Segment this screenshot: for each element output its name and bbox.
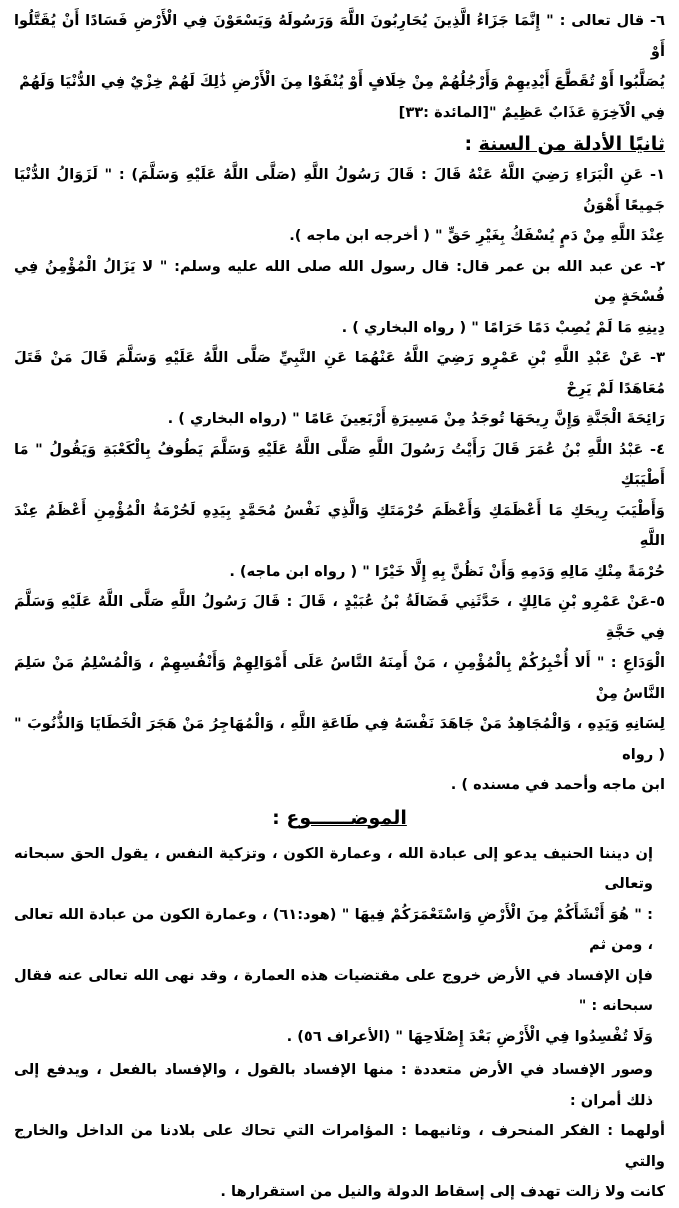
text-line: كانت ولا زالت تهدف إلى إسقاط الدولة والنيل من استقرارها . xyxy=(220,1183,665,1200)
text-line: ٥-عَنْ عَمْرِو بْنِ مَالِكٍ ، حَدَّثَنِي فَضَالَةُ بْنُ عُبَيْدٍ ، قَالَ : قَالَ رَسُولُ اللَّهِ صَلَّى اللَّهُ عَلَيْهِ وَسَلَّمَ فِي حَجَّةِ xyxy=(14,593,665,641)
hadith-paragraph-1 xyxy=(14,160,665,252)
text-line: ٦- قال تعالى : " إِنَّمَا جَزَاءُ الَّذِينَ يُحَارِبُونَ اللَّهَ وَرَسُولَهُ وَيَسْعَوْنَ فِي الْأَرْضِ فَسَادًا أَنْ يُقَتَّلُوا أَوْ xyxy=(14,12,665,60)
hadith-paragraph-2 xyxy=(14,252,665,344)
text-line: حُرْمَةً مِنْكِ مَالِهِ وَدَمِهِ وَأَنْ نَظُنَّ بِهِ إِلَّا خَيْرًا " ( رواه ابن ماجه) . xyxy=(229,562,665,580)
sunnah-heading-colon: : xyxy=(464,133,479,155)
forms-paragraph xyxy=(14,1055,665,1208)
text-line: وصور الإفساد في الأرض متعددة : منها الإفساد بالقول ، والإفساد بالفعل ، ويدفع إلى ذلك أمران : xyxy=(14,1061,653,1109)
subject-heading-title: الموضــــــوع xyxy=(286,806,407,829)
text-line: إن ديننا الحنيف يدعو إلى عبادة الله ، وعمارة الكون ، وتزكية النفس ، يقول الحق سبحانه وتعالى xyxy=(14,844,653,892)
text-line: ٣- عَنْ عَبْدِ اللَّهِ بْنِ عَمْرٍو رَضِيَ اللَّهُ عَنْهُمَا عَنِ النَّبِيِّ صَلَّى اللَّهُ عَلَيْهِ وَسَلَّمَ قَالَ مَنْ قَتَلَ مُعَاهَدًا لَمْ يَرِحْ xyxy=(14,349,665,397)
text-line: فإن الإفساد في الأرض خروج على مقتضيات هذه العمارة ، وقد نهى الله تعالى عنه فقال سبحانه : " xyxy=(14,966,653,1014)
text-line: وَأَطْيَبَ رِيحَكِ مَا أَعْظَمَكِ وَأَعْظَمَ حُرْمَتَكِ وَالَّذِي نَفْسُ مُحَمَّدٍ بِيَدِهِ لَحُرْمَةُ الْمُؤْمِنِ أَعْظَمُ عِنْدَ اللَّهِ xyxy=(14,501,665,549)
text-line: الْوَدَاعِ : " أَلا أُخْبِرُكُمْ بِالْمُؤْمِنِ ، مَنْ أَمِنَهُ النَّاسُ عَلَى أَمْوَالِهِمْ وَأَنْفُسِهِمْ ، وَالْمُسْلِمُ مَنْ سَلِمَ النَّاسُ مِنْ xyxy=(14,654,665,702)
text-line: : " هُوَ أَنْشَأَكُمْ مِنَ الْأَرْضِ وَاسْتَعْمَرَكُمْ فِيهَا " (هود:٦١) ، وعمارة الكون من عبادة الله تعالى ، ومن ثم xyxy=(14,905,654,953)
intro-paragraph xyxy=(14,839,665,1053)
text-line: دِينِهِ مَا لَمْ يُصِبْ دَمًا حَرَامًا " ( رواه البخاري ) . xyxy=(341,318,665,336)
text-line: ابن ماجه وأحمد في مسنده ) . xyxy=(450,776,665,793)
text-line: لِسَانِهِ وَيَدِهِ ، وَالْمُجَاهِدُ مَنْ جَاهَدَ نَفْسَهُ فِي طَاعَةِ اللَّهِ ، وَالْمُهَاجِرُ مَنْ هَجَرَ الْخَطَايَا وَالذُّنُوبَ " ( رواه xyxy=(14,715,665,763)
verse-paragraph xyxy=(14,6,665,128)
text-line: ٢- عن عبد الله بن عمر قال: قال رسول الله صلى الله عليه وسلم: " لا يَزَالُ الْمُؤْمِنُ فِي فُسْحَةٍ مِن xyxy=(14,257,665,305)
text-line: أولهما : الفكر المنحرف ، وثانيهما : المؤامرات التي تحاك على بلادنا من الداخل والخارج والتي xyxy=(14,1122,665,1170)
sunnah-heading-title: ثانيًا الأدلة من السنة xyxy=(478,133,665,155)
hadith-paragraph-4 xyxy=(14,435,665,588)
text-line: ٤- عَبْدُ اللَّهِ بْنُ عُمَرَ قَالَ رَأَيْتُ رَسُولَ اللَّهِ صَلَّى اللَّهُ عَلَيْهِ وَسَلَّمَ يَطُوفُ بِالْكَعْبَةِ وَيَقُولُ " مَا أَطْيَبَكِ xyxy=(14,440,665,488)
text-line: عِنْدَ اللَّهِ مِنْ دَمٍ يُسْفَكُ بِغَيْرِ حَقٍّ " ( أخرجه ابن ماجه ). xyxy=(289,227,665,244)
subject-heading xyxy=(14,803,665,833)
text-line: ١- عَنِ الْبَرَاءِ رَضِيَ اللَّهُ عَنْهُ قَالَ : قَالَ رَسُولُ اللَّهِ (صَلَّى اللَّهُ عَلَيْهِ وَسَلَّمَ) : " لَزَوَالُ الدُّنْيَا جَمِيعًا أَهْوَنُ xyxy=(14,166,665,214)
text-line: رَائِحَةَ الْجَنَّةِ وَإِنَّ رِيحَهَا تُوجَدُ مِنْ مَسِيرَةِ أَرْبَعِينَ عَامًا " (رواه البخاري ) . xyxy=(167,410,665,427)
text-line: فِي الْآخِرَةِ عَذَابٌ عَظِيمٌ "[المائدة :٣٣] xyxy=(398,103,665,121)
text-line: وَلَا تُفْسِدُوا فِي الْأَرْضِ بَعْدَ إِصْلَاحِهَا " (الأعراف ٥٦) . xyxy=(286,1027,653,1045)
sunnah-heading xyxy=(14,128,665,160)
text-line: يُصَلَّبُوا أَوْ تُقَطَّعَ أَيْدِيهِمْ وَأَرْجُلُهُمْ مِنْ خِلَافٍ أَوْ يُنْفَوْا مِنَ الْأَرْضِ ذَٰلِكَ لَهُمْ خِزْيٌ فِي الدُّنْيَا وَلَهُمْ xyxy=(19,73,665,90)
hadith-paragraph-5 xyxy=(14,587,665,801)
subject-heading-colon: : xyxy=(272,806,287,829)
hadith-paragraph-3 xyxy=(14,343,665,435)
